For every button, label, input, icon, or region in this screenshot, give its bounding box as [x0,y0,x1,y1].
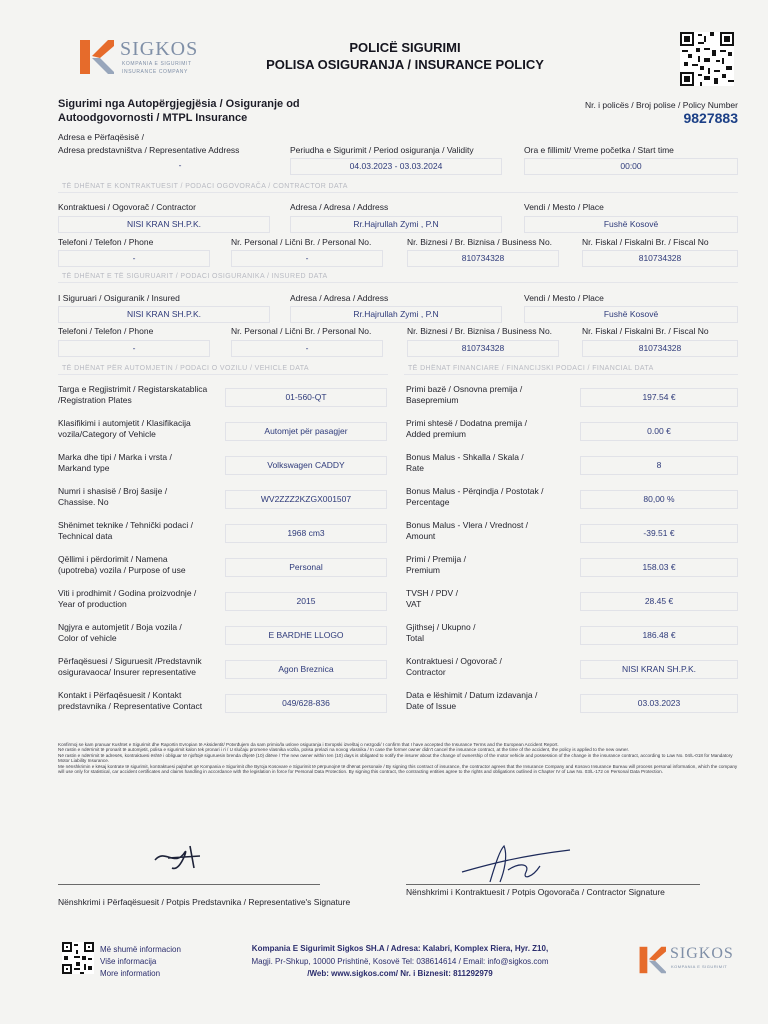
financial-row-value: NISI KRAN SH.P.K. [580,660,738,679]
policy-number: 9827883 [683,110,738,126]
insured-phone-label: Telefoni / Telefon / Phone [58,326,154,336]
financial-row-label: Primi bazë / Osnovna premija / Basepremium [406,384,523,405]
representative-address-label-1: Adresa e Përfaqësisë / [58,132,144,142]
contractor-address-value: Rr.Hajrullah Zymi , P.N [290,216,502,233]
document-title-2: POLISA OSIGURANJA / INSURANCE POLICY [266,57,544,72]
vehicle-row-label: Përfaqësuesi / Siguruesit /Predstavnik osiguravaoca/ Insurer representative [58,656,202,677]
document-title-1: POLICË SIGURIMI [349,40,461,55]
legal-paragraph: Me nënshkrimin e kësaj kontrate të sigurimit, kontraktuesi pajtohet që Kompania e Sigurimit dhe Byroja Kosovare e Sigurimit të përpunojnë të dhënat personale / By signing this contract of insurance, the contractor agrees that the Insurance Company and Kosovo Insurance Bureau will process personal information, which the company will use only for statistical, car accident certificates and claims handling in accordance with the legislation in force for Personal Data Protection. By signing this contract, the contracting entities agree to the rights and obligations outlined in Chapter IV of Law No. 03/L-172 on Personal Data Protection. [58,763,738,775]
financial-row-value: 186.48 € [580,626,738,645]
footer-company-line-3: /Web: www.sigkos.com/ Nr. i Biznesit: 811292979 [307,969,493,978]
insured-name-value: NISI KRAN SH.P.K. [58,306,270,323]
vehicle-row-value: 2015 [225,592,387,611]
financial-row-label: Kontraktuesi / Ogovorač / Contractor [406,656,502,677]
insured-business-value: 810734328 [407,340,559,357]
insured-fiscal-value: 810734328 [582,340,738,357]
footer-qr-code-icon [62,942,94,974]
legal-paragraph: Në rastin e ndërrimit të adresës, kontraktuesi është i obliguar të njoftojë siguruesin brenda dhjetë (10) ditëve / The new owner within ten (10) days is obligated to notify the insurer about the change of ownership of the motor vehicle and possession of the change in the insurance contract, according to Law No. 04/L-018 for Mandatory Motor Liability Insurance. [58,752,733,764]
legal-paragraph: Konfirmoj se kam pranuar Kushtet e Sigurimit dhe Raportin Evropian të Aksidentit/ Potvrđujem da sam primio/la uslove osiguranja i Evropski izveštaj o nezgodi/ I confirm that I have accepted the Insurance Terms and the European Accident Report. [58,742,559,747]
insured-phone-value: - [58,340,210,357]
insured-place-label: Vendi / Mesto / Place [524,293,604,303]
representative-address-label-2: Adresa predstavništva / Representative Address [58,145,240,155]
insured-fiscal-label: Nr. Fiskal / Fiskalni Br. / Fiscal No [582,326,709,336]
vehicle-row-value: Agon Breznica [225,660,387,679]
financial-row-label: Data e lëshimit / Datum izdavanja / Date of Issue [406,690,538,711]
vehicle-row-value: Volkswagen CADDY [225,456,387,475]
start-time-label: Ora e fillimit/ Vreme početka / Start time [524,145,674,155]
financial-row-value: 28.45 € [580,592,738,611]
policy-type-2: Autoodgovornosti / MTPL Insurance [58,112,248,124]
validity-label: Periudha e Sigurimit / Period osiguranja / Validity [290,145,474,155]
financial-row-label: Bonus Malus - Përqindja / Postotak / Percentage [406,486,544,507]
vehicle-row-value: Personal [225,558,387,577]
contractor-name-value: NISI KRAN SH.P.K. [58,216,270,233]
vehicle-row-value: 1968 cm3 [225,524,387,543]
contractor-phone-value: - [58,250,210,267]
vehicle-row-label: Kontakt i Përfaqësuesit / Kontakt predstavnika / Representative Contact [58,690,203,711]
insured-address-value: Rr.Hajrullah Zymi , P.N [290,306,502,323]
brand-subtitle-1: KOMPANIA E SIGURIMIT [122,61,192,67]
financial-row-label: Bonus Malus - Vlera / Vrednost / Amount [406,520,529,541]
representative-signature-label: Nënshkrimi i Përfaqësuesit / Potpis Predstavnika / Representative's Signature [58,897,351,907]
insured-business-label: Nr. Biznesi / Br. Biznisa / Business No. [407,326,553,336]
vehicle-row-label: Qëllimi i përdorimit / Namena (upotreba) vozila / Purpose of use [58,554,186,575]
contractor-fiscal-value: 810734328 [582,250,738,267]
contractor-business-label: Nr. Biznesi / Br. Biznisa / Business No. [407,237,553,247]
brand-subtitle-2: INSURANCE COMPANY [122,69,188,75]
financial-row-value: 8 [580,456,738,475]
vehicle-row-value: WV2ZZZ2KZGX001507 [225,490,387,509]
financial-row-value: 80,00 % [580,490,738,509]
vehicle-row-value: Automjet për pasagjer [225,422,387,441]
financial-row-label: Bonus Malus - Shkalla / Skala / Rate [406,452,524,473]
financial-row-value: 158.03 € [580,558,738,577]
financial-section-heading: TË DHËNAT FINANCIARE / FINANCIJSKI PODACI / FINANCIAL DATA [408,365,654,372]
insured-address-label: Adresa / Adresa / Address [290,293,389,303]
insured-place-value: Fushë Kosovë [524,306,738,323]
financial-row-label: TVSH / PDV / VAT [406,588,458,609]
contractor-phone-label: Telefoni / Telefon / Phone [58,237,154,247]
representative-signature [150,838,210,878]
start-time-value: 00:00 [524,158,738,175]
company-logo [78,38,218,80]
vehicle-row-label: Marka dhe tipi / Marka i vrsta / Markand type [58,452,172,473]
footer-brand-name: SIGKOS [670,945,734,962]
footer-logo [638,945,748,979]
contractor-fiscal-label: Nr. Fiskal / Fiskalni Br. / Fiscal No [582,237,709,247]
contractor-address-label: Adresa / Adresa / Address [290,202,389,212]
qr-code-icon [680,32,734,86]
vehicle-row-value: 049/628-836 [225,694,387,713]
contractor-personal-label: Nr. Personal / Lični Br. / Personal No. [231,237,372,247]
contractor-business-value: 810734328 [407,250,559,267]
vehicle-row-label: Viti i prodhimit / Godina proizvodnje / Year of production [58,588,197,609]
contractor-signature-label: Nënshkrimi i Kontraktuesit / Potpis Ogovorača / Contractor Signature [406,887,665,897]
financial-row-label: Primi shtesë / Dodatna premija / Added premium [406,418,527,439]
financial-row-value: -39.51 € [580,524,738,543]
vehicle-row-label: Targa e Regjistrimit / Registarskatablica /Registration Plates [58,384,208,405]
vehicle-section-heading: TË DHËNAT PËR AUTOMJETIN / PODACI O VOZILU / VEHICLE DATA [62,365,309,372]
legal-text-block [58,742,738,774]
vehicle-row-label: Numri i shasisë / Broj šasije / Chassise. No [58,486,168,507]
contractor-personal-value: - [231,250,383,267]
financial-row-value: 197.54 € [580,388,738,407]
more-info-2: Više informacija [100,957,157,966]
more-info-1: Më shumë informacion [100,945,181,954]
contractor-place-label: Vendi / Mesto / Place [524,202,604,212]
financial-row-value: 03.03.2023 [580,694,738,713]
brand-name: SIGKOS [120,38,199,60]
vehicle-row-value: E BARDHE LLOGO [225,626,387,645]
financial-row-label: Gjithsej / Ukupno / Total [406,622,476,643]
policy-type-1: Sigurimi nga Autopërgjegjësia / Osiguranje od [58,98,300,110]
vehicle-row-label: Ngjyra e automjetit / Boja vozila / Color of vehicle [58,622,182,643]
insured-name-label: I Siguruari / Osiguranik / Insured [58,293,180,303]
legal-paragraph: Në rastin e ndërrimit të pronarit të automjetit, polisa e sigurimit kalon tek pronari i ri / U slučaju promene vlasnika vozila, polisa prelazi na novog vlasnika / In case the former owner didn't cancel the insurance contract, at the time of the accident, the policy is applied to the new owner. [58,747,630,753]
vehicle-row-label: Shënimet teknike / Tehnički podaci / Technical data [58,520,193,541]
contractor-section-heading: TË DHËNAT E KONTRAKTUESIT / PODACI OGOVORAČA / CONTRACTOR DATA [62,183,348,190]
financial-row-label: Primi / Premija / Premium [406,554,466,575]
footer-company-line-2: Magji. Pr-Shkup, 10000 Prishtinë, Kosovë Tel: 038614614 / Email: info@sigkos.com [251,957,549,966]
footer-brand-subtitle: KOMPANIA E SIGURIMIT [671,964,728,969]
policy-number-label: Nr. i policës / Broj polise / Policy Number [584,100,738,110]
representative-address-value: - [178,160,182,170]
insured-personal-value: - [231,340,383,357]
financial-row-value: 0.00 € [580,422,738,441]
sigkos-logo-icon [638,945,666,975]
contractor-name-label: Kontraktuesi / Ogovorač / Contractor [58,202,196,212]
sigkos-logo-icon [78,38,114,76]
more-info-3: More information [100,969,161,978]
vehicle-row-value: 01-560-QT [225,388,387,407]
contractor-signature [460,842,580,887]
footer-company-line-1: Kompania E Sigurimit Sigkos SH.A / Adresa: Kalabri, Kompleх Riera, Hyr. Z10, [251,944,549,953]
vehicle-row-label: Klasifikimi i automjetit / Klasifikacija vozila/Category of Vehicle [58,418,191,439]
insured-section-heading: TË DHËNAT E TË SIGURUARIT / PODACI OSIGURANIKA / INSURED DATA [62,273,328,280]
validity-value: 04.03.2023 - 03.03.2024 [290,158,502,175]
contractor-place-value: Fushë Kosovë [524,216,738,233]
insured-personal-label: Nr. Personal / Lični Br. / Personal No. [231,326,372,336]
